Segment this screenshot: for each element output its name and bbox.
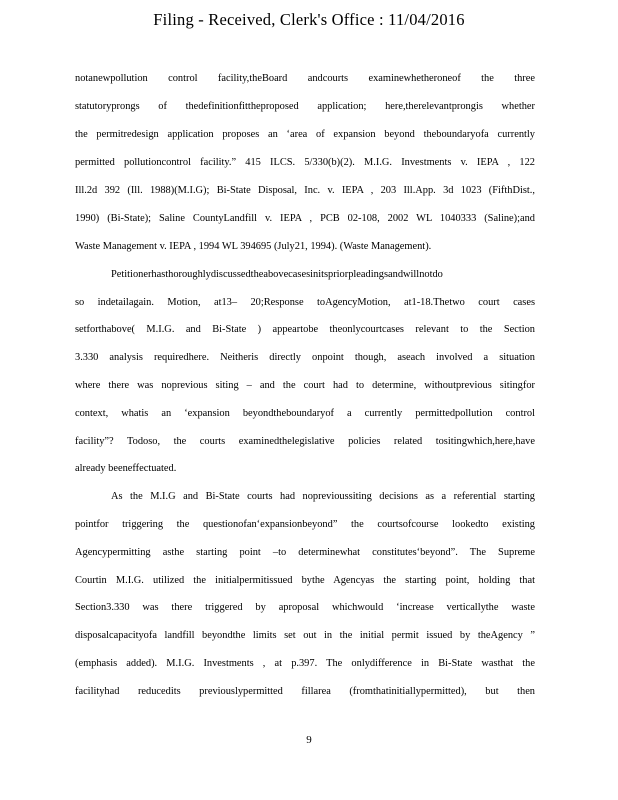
body-line: where there was noprevious siting – and the court had to determine, withoutprevious sitingfor (75, 380, 535, 391)
body-line: 3.330 analysis requiredhere. Neitheris directly onpoint though, aseach involved a situation (75, 352, 535, 363)
body-line: Waste Management v. IEPA , 1994 WL 394695 (July21, 1994). (Waste Management). (75, 241, 432, 252)
paragraph-first-line: As the M.I.G and Bi-State courts had noprevioussiting decisions as a referential starting (111, 491, 535, 502)
body-line: the permitredesign application proposes an ‘area of expansion beyond theboundaryofa currently (75, 129, 535, 140)
body-line: setforthabove( M.I.G. and Bi-State ) appeartobe theonlycourtcases relevant to the Section (75, 324, 535, 335)
body-line: Agencypermitting asthe starting point –to determinewhat constitutes‘beyond”. The Supreme (75, 547, 535, 558)
body-line: Ill.2d 392 (Ill. 1988)(M.I.G); Bi-State Disposal, Inc. v. IEPA , 203 Ill.App. 3d 1023 (FifthDist., (75, 185, 535, 196)
body-line: facilityhad reducedits previouslypermitted fillarea (fromthatinitiallypermitted), but then (75, 686, 535, 697)
body-line: context, whatis an ‘expansion beyondtheboundaryof a currently permittedpollution control (75, 408, 535, 419)
paragraph-first-line: Petitionerhasthoroughlydiscussedtheabovecasesinitspriorpleadingsandwillnotdo (111, 269, 443, 280)
page-number: 9 (306, 734, 312, 746)
body-line: 1990) (Bi-State); Saline CountyLandfill v. IEPA , PCB 02-108, 2002 WL 1040333 (Saline);and (75, 213, 535, 224)
body-line: so indetailagain. Motion, at13– 20;Response toAgencyMotion, at1-18.Thetwo court cases (75, 297, 535, 308)
body-line: permitted pollutioncontrol facility.” 415 ILCS. 5/330(b)(2). M.I.G. Investments v. IEPA , 122 (75, 157, 535, 168)
body-line: Courtin M.I.G. utilized the initialpermitissued bythe Agencyas the starting point, holding that (75, 575, 535, 586)
body-line: (emphasis added). M.I.G. Investments , at p.397. The onlydifference in Bi-State wasthat the (75, 658, 535, 669)
body-line: Section3.330 was there triggered by aproposal whichwould ‘increase verticallythe waste (75, 602, 535, 613)
filing-stamp-header: Filing - Received, Clerk's Office : 11/04/2016 (153, 10, 465, 29)
body-line: facility”? Todoso, the courts examinedthelegislative policies related tositingwhich,here,have (75, 436, 535, 447)
body-line: notanewpollution control facility,theBoard andcourts examinewhetheroneof the three (75, 73, 535, 84)
body-line: disposalcapacityofa landfill beyondthe limits set out in the initial permit issued by theAgency ” (75, 630, 535, 641)
body-line: statutoryprongs of thedefinitionfittheproposed application; here,therelevantprongis whether (75, 101, 535, 112)
body-line: pointfor triggering the questionofan‘expansionbeyond” the courtsofcourse lookedto existing (75, 519, 535, 530)
body-line: already beeneffectuated. (75, 463, 177, 474)
